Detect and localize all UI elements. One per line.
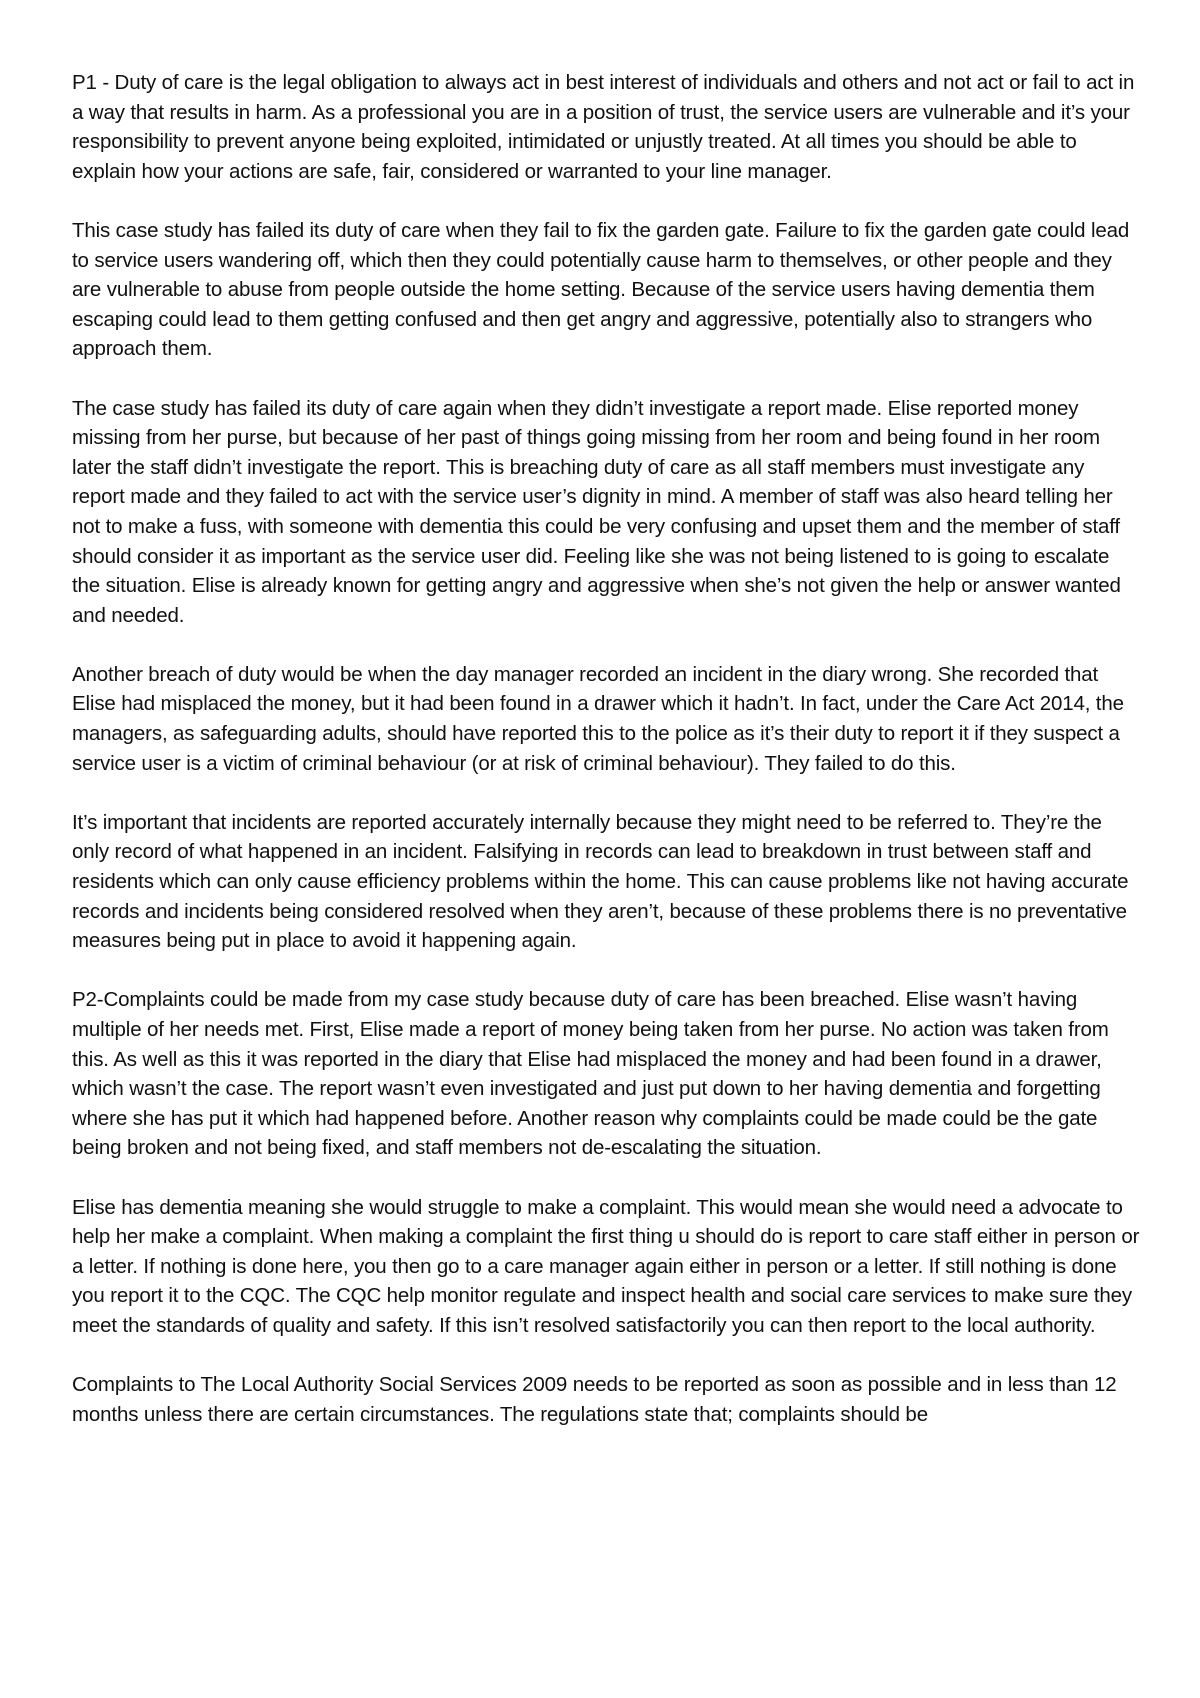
paragraph-report-investigation: The case study has failed its duty of care again when they didn’t investigate a report made. Elise reported money missing from her purse, but because of her past of things going missing from her room and being found in her room later the staff didn’t investigate the report. This is breaching duty of care as all staff members must investigate any report made and they failed to act with the service user’s dignity in mind. A member of staff was also heard telling her not to make a fuss, with someone with dementia this could be very confusing and upset them and the member of staff should consider it as important as the service user did. Feeling like she was not being listened to is going to escalate the situation. Elise is already known for getting angry and aggressive when she’s not given the help or answer wanted and needed. — [72, 396, 1121, 627]
paragraph-p2-complaints: P2-Complaints could be made from my case study because duty of care has been breached. Elise wasn’t having multiple of her needs met. First, Elise made a report of money being taken from her purse. No action was taken from this. As well as this it was reported in the diary that Elise had misplaced the money and had been found in a drawer, which wasn’t the case. The report wasn’t even investigated and just put down to her having dementia and forgetting where she has put it which had happened before. Another reason why complaints could be made could be the gate being broken and not being fixed, and staff members not de-escalating the situation. — [72, 988, 1109, 1160]
paragraph-local-authority: Complaints to The Local Authority Social Services 2009 needs to be reported as soon as possible and in less than 12 months unless there are certain circumstances. The regulations state that; complaints should be — [72, 1373, 1117, 1426]
paragraph-accurate-reporting: It’s important that incidents are reported accurately internally because they might need to be referred to. They’re the only record of what happened in an incident. Falsifying in records can lead to breakdown in trust between staff and residents which can only cause efficiency problems within the home. This can cause problems like not having accurate records and incidents being considered resolved when they aren’t, because of these problems there is no preventative measures being put in place to avoid it happening again. — [72, 810, 1129, 953]
paragraph-p1-duty-of-care: P1 - Duty of care is the legal obligation to always act in best interest of individuals and others and not act or fail to act in a way that results in harm. As a professional you are in a position of trust, the service users are vulnerable and it’s your responsibility to prevent anyone being exploited, intimidated or unjustly treated. At all times you should be able to explain how your actions are safe, fair, considered or warranted to your line manager. — [72, 71, 1135, 183]
paragraph-garden-gate: This case study has failed its duty of care when they fail to fix the garden gate. Failure to fix the garden gate could lead to service users wandering off, which then they could potentially cause harm to themselves, or other people and they are vulnerable to abuse from people outside the home setting. Because of the service users having dementia them escaping could lead to them getting confused and then get angry and aggressive, potentially also to strangers who approach them. — [72, 218, 1130, 361]
paragraph-complaint-process: Elise has dementia meaning she would struggle to make a complaint. This would mean she would need a advocate to help her make a complaint. When making a complaint the first thing u should do is report to care staff either in person or a letter. If nothing is done here, you then go to a care manager again either in person or a letter. If still nothing is done you report it to the CQC. The CQC help monitor regulate and inspect health and social care services to make sure they meet the standards of quality and safety. If this isn’t resolved satisfactorily you can then report to the local authority. — [72, 1195, 1140, 1337]
paragraph-diary-record: Another breach of duty would be when the day manager recorded an incident in the diary wrong. She recorded that Elise had misplaced the money, but it had been found in a drawer which it hadn’t. In fact, under the Care Act 2014, the managers, as safeguarding adults, should have reported this to the police as it’s their duty to report it if they suspect a service user is a victim of criminal behaviour (or at risk of criminal behaviour). They failed to do this. — [72, 662, 1124, 775]
